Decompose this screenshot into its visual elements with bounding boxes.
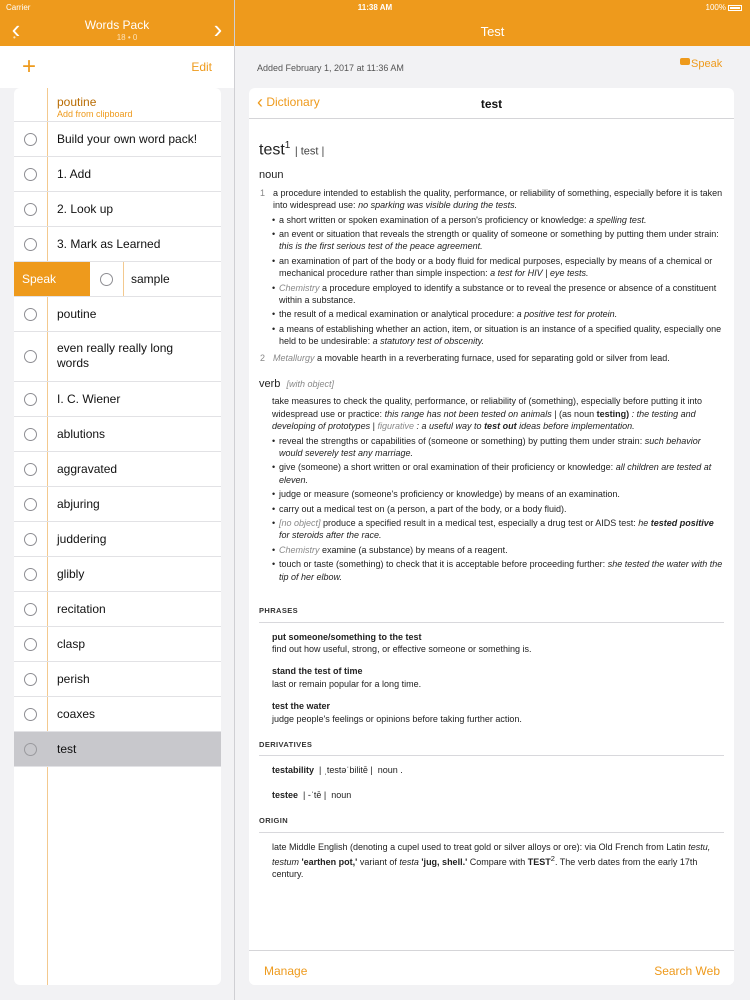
list-item[interactable] bbox=[14, 522, 221, 557]
list-margin-line bbox=[123, 262, 124, 296]
back-label: Dictionary bbox=[266, 95, 320, 109]
derivative-word: testability bbox=[272, 765, 315, 776]
checkbox-circle-icon[interactable] bbox=[24, 673, 37, 686]
phrase-definition: find out how useful, strong, or effective someone or something is. bbox=[272, 643, 532, 654]
origin-word: testa bbox=[399, 856, 419, 867]
list-item-label: poutine bbox=[57, 307, 97, 321]
example: all children are tested at eleven. bbox=[279, 462, 712, 485]
definition: a means of establishing whether an action, item, or situation is an instance of a specified quality, especially one held to be undesirable: bbox=[279, 323, 722, 347]
definition: a procedure intended to establish the quality, performance, or reliability of something, especially before it is taken into widespread use: bbox=[273, 187, 723, 211]
list-item-label: I. C. Wiener bbox=[57, 392, 121, 406]
split-divider bbox=[234, 0, 235, 1000]
list-item-label: 3. Mark as Learned bbox=[57, 237, 161, 251]
example: this range has not been tested on animals bbox=[384, 408, 552, 419]
pronunciation: | test | bbox=[294, 145, 325, 158]
derivatives-heading: DERIVATIVES bbox=[259, 739, 724, 756]
word-list[interactable] bbox=[14, 88, 221, 985]
definition: examine (a substance) by means of a reagent. bbox=[322, 544, 508, 555]
list-item[interactable] bbox=[14, 557, 221, 592]
definition: give (someone) a short written or oral examination of their proficiency or knowledge: bbox=[279, 462, 614, 473]
example: he bbox=[638, 518, 649, 529]
list-item-label: sample bbox=[131, 272, 170, 286]
checkbox-circle-icon[interactable] bbox=[24, 308, 37, 321]
subsense bbox=[259, 461, 724, 486]
list-item[interactable] bbox=[14, 487, 221, 522]
clipboard-hint: Add from clipboard bbox=[57, 109, 133, 119]
homograph-number: 2 bbox=[550, 853, 555, 863]
register-label: figurative bbox=[377, 421, 414, 432]
checkbox-circle-icon[interactable] bbox=[24, 238, 37, 251]
phrase bbox=[259, 665, 724, 690]
checkbox-circle-icon[interactable] bbox=[24, 133, 37, 146]
headword-line bbox=[259, 136, 724, 161]
list-item-label: glibly bbox=[57, 567, 85, 581]
battery-percent: 100% bbox=[705, 3, 726, 12]
example: : the testing and developing of prototypes bbox=[272, 408, 696, 432]
definition: judge or measure (someone's proficiency or knowledge) by means of an examination. bbox=[279, 489, 620, 500]
list-item[interactable] bbox=[14, 452, 221, 487]
definition: an event or situation that reveals the strength or quality of someone or something by putting them under strain: bbox=[279, 228, 719, 239]
origin-part: late Middle English (denoting a cupel used to treat gold or silver alloys or ore): via Old French from Latin bbox=[272, 841, 686, 852]
definition: a short written or spoken examination of a person's proficiency or knowledge: bbox=[279, 214, 587, 225]
speak-button[interactable] bbox=[680, 58, 722, 70]
pack-count: • 18 • 0 bbox=[0, 33, 234, 42]
example: a test for HIV | eye tests. bbox=[490, 268, 589, 279]
sense-number: 2 bbox=[260, 352, 266, 363]
example: no sparking was visible during the tests. bbox=[358, 200, 518, 211]
dictionary-header bbox=[249, 88, 734, 119]
bold-form: test out bbox=[484, 421, 517, 432]
battery-indicator bbox=[706, 3, 742, 12]
domain-label: Metallurgy bbox=[273, 352, 315, 363]
phrase-definition: judge people's feelings or opinions before taking further action. bbox=[272, 713, 522, 724]
dictionary-card bbox=[249, 88, 734, 985]
grammar-label: [no object] bbox=[279, 518, 321, 529]
dictionary-footer bbox=[249, 950, 734, 985]
checkbox-circle-icon[interactable] bbox=[100, 273, 113, 286]
detail-title: Test bbox=[480, 24, 505, 39]
list-item-label: juddering bbox=[57, 532, 107, 546]
list-item-label: clasp bbox=[57, 637, 86, 651]
derivative-word: testee bbox=[272, 789, 299, 800]
example: a statutory test of obscenity. bbox=[372, 336, 484, 347]
phrases-heading: PHRASES bbox=[259, 605, 724, 622]
list-item[interactable] bbox=[14, 332, 221, 382]
list-item[interactable] bbox=[14, 297, 221, 332]
list-item-label: 1. Add bbox=[57, 167, 92, 181]
list-item-label: coaxes bbox=[57, 707, 96, 721]
pos-label: noun bbox=[331, 789, 352, 800]
list-item[interactable] bbox=[14, 627, 221, 662]
definition: take measures to check the quality, performance, or reliability of (something), especially before putting it into widespread use or practice: bbox=[272, 396, 703, 419]
list-item[interactable] bbox=[14, 417, 221, 452]
left-toolbar bbox=[0, 46, 234, 88]
subsense bbox=[259, 488, 724, 500]
subsense bbox=[259, 323, 724, 348]
phrase-title: test the water bbox=[272, 701, 331, 712]
definition: a procedure employed to identify a substance or to reveal the presence or absence of a constituent within a substance. bbox=[279, 282, 717, 305]
pos-label: noun . bbox=[377, 765, 403, 776]
definition: a movable hearth in a reverberating furnace, used for separating gold or silver from lead. bbox=[317, 352, 670, 363]
list-item-label: aggravated bbox=[57, 462, 118, 476]
list-item-label: recitation bbox=[57, 602, 106, 616]
sense-2 bbox=[259, 352, 724, 364]
list-item[interactable] bbox=[14, 697, 221, 732]
list-item-label: abjuring bbox=[57, 497, 100, 511]
sense-number: 1 bbox=[260, 187, 266, 198]
list-item-label: 2. Look up bbox=[57, 202, 114, 216]
checkbox-circle-icon[interactable] bbox=[24, 708, 37, 721]
left-nav bbox=[0, 14, 234, 46]
list-item[interactable] bbox=[14, 227, 221, 262]
checkbox-circle-icon[interactable] bbox=[24, 393, 37, 406]
clipboard-item[interactable] bbox=[14, 88, 221, 122]
note: | (as noun bbox=[554, 408, 595, 419]
verb-sense bbox=[259, 395, 724, 432]
example: : a useful way to bbox=[416, 421, 482, 432]
definition: touch or taste (something) to check that it is acceptable before proceeding further: bbox=[279, 559, 606, 570]
phrase-title: put someone/something to the test bbox=[272, 631, 422, 642]
subsense bbox=[259, 308, 724, 320]
example: this is the first serious test of the peace agreement. bbox=[279, 241, 483, 252]
headword: test bbox=[259, 141, 285, 159]
subsense bbox=[259, 255, 724, 280]
origin-word: testu, testum bbox=[272, 841, 711, 867]
pos-label: verb bbox=[259, 378, 281, 391]
subsense bbox=[259, 503, 724, 515]
chevron-right-icon[interactable]: › bbox=[213, 14, 223, 44]
edit-button[interactable]: Edit bbox=[191, 60, 212, 74]
example: she tested the water with the tip of her elbow. bbox=[279, 559, 723, 582]
checkbox-circle-icon[interactable] bbox=[24, 203, 37, 216]
dictionary-word: test bbox=[480, 97, 503, 111]
definition: carry out a medical test on (a person, a part of the body, or a body fluid). bbox=[279, 503, 567, 514]
phrase bbox=[259, 700, 724, 725]
dictionary-entry bbox=[259, 136, 724, 883]
manage-button[interactable]: Manage bbox=[264, 964, 308, 978]
status-bar bbox=[0, 0, 750, 14]
subsense bbox=[259, 558, 724, 583]
definition: the result of a medical examination or analytical procedure: bbox=[279, 309, 515, 320]
example: a spelling test. bbox=[588, 214, 647, 225]
subsense bbox=[259, 544, 724, 556]
checkbox-circle-icon[interactable] bbox=[24, 463, 37, 476]
add-word-button[interactable]: + bbox=[22, 53, 37, 80]
definition: reveal the strengths or capabilities of (someone or something) by putting them under strain: bbox=[279, 435, 643, 446]
subsense bbox=[259, 435, 724, 460]
top-bar bbox=[0, 0, 750, 46]
checkbox-circle-icon[interactable] bbox=[24, 498, 37, 511]
part-of-speech-noun: noun bbox=[259, 169, 284, 182]
bold-form: tested positive bbox=[650, 518, 714, 529]
pronunciation: | ˌtestəˈbilitē | bbox=[319, 765, 373, 776]
origin-heading: ORIGIN bbox=[259, 815, 724, 832]
subsense bbox=[259, 214, 724, 226]
example: a positive test for protein. bbox=[516, 309, 618, 320]
bold-form: testing) bbox=[596, 408, 630, 419]
list-item[interactable] bbox=[14, 592, 221, 627]
added-date: Added February 1, 2017 at 11:36 AM bbox=[257, 63, 404, 73]
grammar-label: [with object] bbox=[286, 379, 335, 390]
subsense bbox=[259, 282, 724, 307]
separator: | bbox=[372, 421, 375, 432]
chevron-left-icon[interactable]: ‹ bbox=[11, 14, 21, 44]
sense-1 bbox=[259, 187, 724, 212]
definition: produce a specified result in a medical test, especially a drug test or AIDS test: bbox=[323, 518, 636, 529]
homograph-number: 1 bbox=[284, 140, 291, 151]
derivative bbox=[259, 789, 724, 801]
checkbox-circle-icon[interactable] bbox=[24, 743, 37, 756]
phrase-title: stand the test of time bbox=[272, 666, 363, 677]
definition: an examination of part of the body or a body fluid for medical purposes, especially by means of a chemical or mechanical procedure rather than simple inspection: bbox=[279, 255, 713, 279]
speak-label: Speak bbox=[691, 58, 723, 70]
origin-part: variant of bbox=[359, 856, 397, 867]
cross-reference-link[interactable]: TEST bbox=[527, 856, 551, 867]
origin-gloss: 'jug, shell.' bbox=[421, 856, 468, 867]
origin-part: . The verb dates from the early 17th century. bbox=[272, 856, 698, 880]
pronunciation: | -ˈtē | bbox=[303, 789, 327, 800]
list-item[interactable] bbox=[14, 122, 221, 157]
part-of-speech-verb bbox=[259, 378, 724, 390]
list-item-label: test bbox=[57, 742, 77, 756]
list-item[interactable] bbox=[14, 157, 221, 192]
domain-label: Chemistry bbox=[279, 544, 320, 555]
checkbox-circle-icon[interactable] bbox=[24, 350, 37, 363]
clock: 11:38 AM bbox=[357, 3, 393, 12]
phrase-definition: last or remain popular for a long time. bbox=[272, 678, 422, 689]
example: such behavior would severely test any marriage. bbox=[279, 435, 701, 459]
carrier-label: Carrier bbox=[6, 3, 31, 12]
checkbox-circle-icon[interactable] bbox=[24, 533, 37, 546]
speech-bubble-icon bbox=[680, 58, 690, 65]
origin-part: Compare with bbox=[469, 856, 526, 867]
list-item-label: perish bbox=[57, 672, 90, 686]
list-item-label: even really really long words bbox=[57, 341, 174, 370]
example: ideas before implementation. bbox=[519, 421, 635, 432]
checkbox-circle-icon[interactable] bbox=[24, 168, 37, 181]
clipboard-word: poutine bbox=[57, 95, 97, 109]
checkbox-circle-icon[interactable] bbox=[24, 428, 37, 441]
speak-action-button[interactable]: Speak bbox=[14, 262, 90, 296]
checkbox-circle-icon[interactable] bbox=[24, 638, 37, 651]
subsense bbox=[259, 517, 724, 542]
search-web-button[interactable]: Search Web bbox=[654, 964, 720, 978]
list-item[interactable] bbox=[14, 382, 221, 417]
checkbox-circle-icon[interactable] bbox=[24, 568, 37, 581]
checkbox-circle-icon[interactable] bbox=[24, 603, 37, 616]
battery-icon bbox=[728, 5, 742, 11]
list-item[interactable] bbox=[14, 192, 221, 227]
chevron-left-icon: ‹ bbox=[257, 92, 263, 112]
list-item[interactable] bbox=[14, 662, 221, 697]
list-item-swiped[interactable] bbox=[14, 262, 221, 297]
origin-gloss: 'earthen pot,' bbox=[301, 856, 358, 867]
phrase bbox=[259, 631, 724, 656]
list-item-selected[interactable] bbox=[14, 732, 221, 767]
derivative bbox=[259, 764, 724, 776]
example: for steroids after the race. bbox=[279, 530, 382, 541]
list-item-label: ablutions bbox=[57, 427, 106, 441]
pack-title: Words Pack bbox=[84, 18, 150, 32]
subsense bbox=[259, 228, 724, 253]
domain-label: Chemistry bbox=[279, 282, 320, 293]
list-item-label: Build your own word pack! bbox=[57, 132, 198, 146]
origin-text bbox=[259, 841, 724, 881]
